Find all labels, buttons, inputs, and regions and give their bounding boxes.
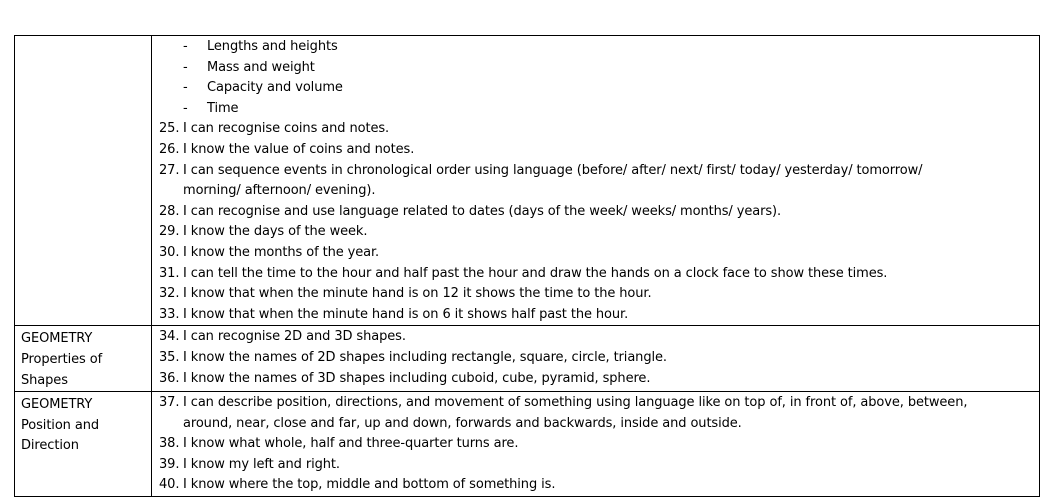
objective-item	[152, 369, 1039, 390]
objective-text: I know what whole, half and three-quarter turns are.	[183, 436, 519, 452]
objective-text: I know that when the minute hand is on 12 it shows the time to the hour.	[183, 286, 652, 302]
objective-text: I can recognise 2D and 3D shapes.	[183, 329, 406, 345]
objective-text: I know the days of the week.	[183, 224, 368, 240]
objective-number: 40.	[159, 477, 180, 493]
bullet-dash: -	[183, 59, 188, 75]
table-body	[15, 36, 1040, 497]
objective-text: morning/ afternoon/ evening).	[183, 183, 376, 199]
topic-cell	[15, 326, 152, 392]
objective-number: 31.	[159, 265, 180, 281]
objective-text: I know the months of the year.	[183, 244, 380, 260]
objective-text: I can tell the time to the hour and half past the hour and draw the hands on a clock face to show these times.	[183, 265, 888, 281]
bullet-text: Time	[207, 100, 239, 116]
objective-text: I know that when the minute hand is on 6 it shows half past the hour.	[183, 306, 629, 322]
objective-number: 33.	[159, 306, 180, 322]
objective-item	[152, 455, 1039, 476]
objective-number: 26.	[159, 141, 180, 157]
topic-label: GEOMETRY	[21, 331, 93, 347]
objective-text: I know the names of 2D shapes including rectangle, square, circle, triangle.	[183, 349, 667, 365]
objectives-cell	[152, 36, 1040, 326]
table-row	[15, 392, 1040, 497]
objective-number: 38.	[159, 436, 180, 452]
objective-item	[152, 119, 1039, 140]
objective-text: around, near, close and far, up and down, forwards and backwards, inside and outside.	[183, 415, 742, 431]
objective-number: 32.	[159, 286, 180, 302]
objective-continuation	[152, 414, 1039, 435]
objective-continuation	[152, 181, 1039, 202]
objective-number: 37.	[159, 395, 180, 411]
table-row	[15, 326, 1040, 392]
objective-item	[152, 434, 1039, 455]
objective-item	[152, 140, 1039, 161]
topic-label: Position and	[21, 417, 100, 433]
bullet-text: Capacity and volume	[207, 80, 343, 96]
objective-text: I know where the top, middle and bottom of something is.	[183, 477, 556, 493]
objective-number: 27.	[159, 162, 180, 178]
bullet-text: Lengths and heights	[207, 39, 338, 54]
objective-text: I know the value of coins and notes.	[183, 141, 415, 157]
objective-item	[152, 222, 1039, 243]
topic-label: GEOMETRY	[21, 397, 93, 413]
topic-label: Shapes	[21, 372, 68, 388]
objective-number: 25.	[159, 121, 180, 137]
objectives-cell	[152, 326, 1040, 392]
bullet-dash: -	[183, 39, 188, 54]
curriculum-table	[14, 35, 1040, 497]
objective-text: I can sequence events in chronological order using language (before/ after/ next/ first/ today/ yesterday/ tomorrow/	[183, 162, 923, 178]
objective-number: 28.	[159, 203, 180, 219]
bullet-item	[152, 58, 1039, 79]
topic-label: Properties of	[21, 351, 103, 367]
objective-number: 36.	[159, 370, 180, 386]
objective-number: 30.	[159, 244, 180, 260]
objective-item	[152, 284, 1039, 305]
objective-item	[152, 348, 1039, 369]
bullet-dash: -	[183, 80, 188, 96]
objective-item	[152, 264, 1039, 285]
objective-item	[152, 475, 1039, 496]
objective-text: I can describe position, directions, and movement of something using language like on top of, in front of, above, between,	[183, 395, 968, 411]
objective-item	[152, 305, 1039, 326]
bullet-item	[152, 78, 1039, 99]
bullet-dash: -	[183, 100, 188, 116]
objective-item	[152, 202, 1039, 223]
bullet-item	[152, 99, 1039, 120]
objective-item	[152, 243, 1039, 264]
objective-item	[152, 393, 1039, 414]
objective-number: 35.	[159, 349, 180, 365]
objective-number: 29.	[159, 224, 180, 240]
objective-text: I can recognise and use language related to dates (days of the week/ weeks/ months/ years).	[183, 203, 782, 219]
objective-number: 34.	[159, 329, 180, 345]
topic-label: Direction	[21, 438, 79, 454]
objective-item	[152, 161, 1039, 182]
objective-number: 39.	[159, 456, 180, 472]
bullet-item	[152, 37, 1039, 58]
topic-cell	[15, 36, 152, 326]
objective-item	[152, 327, 1039, 348]
objective-text: I can recognise coins and notes.	[183, 121, 390, 137]
bullet-text: Mass and weight	[207, 59, 315, 75]
topic-cell	[15, 392, 152, 497]
objective-text: I know my left and right.	[183, 456, 340, 472]
objective-text: I know the names of 3D shapes including cuboid, cube, pyramid, sphere.	[183, 370, 651, 386]
objectives-cell	[152, 392, 1040, 497]
table-row	[15, 36, 1040, 326]
